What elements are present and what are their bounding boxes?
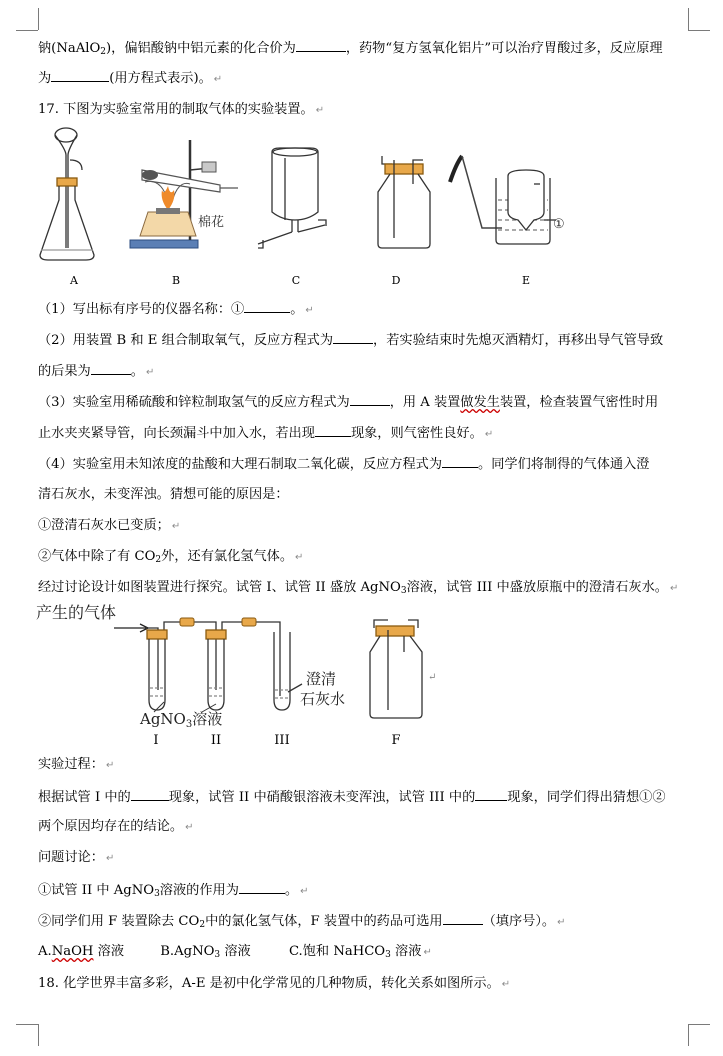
question-18-title: 18. 化学世界丰富多彩，A-E 是初中化学常见的几种物质，转化关系如图所示。 ↵ [38, 976, 511, 991]
text-line: ①试管 II 中 AgNO$_3$溶液的作用为 。 ↵ [38, 880, 698, 903]
text-line: 的后果为 。 ↵ [38, 361, 698, 382]
apparatus-d [378, 156, 430, 248]
apparatus-a [40, 128, 94, 260]
tube-label-iii: III [274, 733, 290, 748]
text-line: 实验过程： ↵ [38, 757, 115, 772]
answer-blank[interactable] [333, 330, 373, 344]
apparatus-c [258, 148, 326, 248]
text-line: ②气体中除了有 $CO_2$外，还有氯化氢气体。 ↵ [38, 549, 304, 565]
paragraph-mark-icon: ↵ [300, 886, 309, 897]
answer-blank[interactable] [239, 880, 285, 894]
answer-blank[interactable] [91, 361, 131, 375]
gas-label: 产生的气体 [36, 603, 117, 622]
apparatus-e [450, 156, 556, 244]
option-a[interactable]: A.NaOH 溶液 [38, 944, 125, 959]
answer-blank[interactable] [131, 787, 169, 801]
apparatus-label-a: A [70, 274, 78, 287]
paragraph-mark-icon: ↵ [305, 305, 314, 316]
paragraph-mark-icon: ↵ [557, 917, 566, 928]
text-line: （4）实验室用未知浓度的盐酸和大理石制取二氧化碳，反应方程式为 。同学们将制得的气体通入澄 [38, 454, 698, 474]
paragraph-mark-icon: ↵ [501, 979, 511, 990]
apparatus-label-e: E [521, 274, 531, 287]
test-tube-iii [274, 632, 302, 710]
limewater-label-2: 石灰水 [300, 690, 346, 708]
paragraph-mark-icon: ↵ [295, 552, 304, 563]
text-line: ②同学们用 F 装置除去 $CO_2$中的氯化氢气体，F 装置中的药品可选用 （填序号）。 ↵ [38, 911, 698, 934]
answer-blank[interactable] [244, 299, 290, 313]
apparatus-label-d: D [391, 274, 401, 287]
answer-blank[interactable] [315, 423, 351, 437]
cotton-label: 棉花 [198, 215, 225, 230]
tube-label-ii: II [210, 733, 222, 748]
paragraph-mark-icon: ↵ [213, 74, 223, 85]
answer-blank[interactable] [51, 68, 109, 82]
answer-blank[interactable] [296, 38, 346, 52]
marker-1: ① [553, 217, 565, 232]
answer-blank[interactable] [475, 787, 507, 801]
text-line: 清石灰水，未变浑浊。猜想可能的原因是： [38, 487, 289, 502]
text-line: 两个原因均存在的结论。 ↵ [38, 819, 194, 834]
text-line: （3）实验室用稀硫酸和锌粒制取氢气的反应方程式为 ，用 A 装置做发生装置，检查装置气密性时用 [38, 392, 698, 412]
limewater-label-1: 澄清 [306, 670, 337, 688]
text-line: 钠(NaAlO$_2$)，偏铝酸钠中铝元素的化合价为 ，药物“复方氢氧化铝片”可以治疗胃酸过多，反应原理 [38, 38, 698, 61]
paragraph-mark-icon: ↵ [105, 853, 115, 864]
tube-label-i: I [153, 733, 159, 748]
text-line: 根据试管 I 中的 现象，试管 II 中硝酸银溶液未变浑浊，试管 III 中的 现象，同学们得出猜想①② [38, 787, 698, 807]
apparatus-label-c: C [291, 274, 301, 287]
bottle-label-f: F [391, 733, 401, 748]
apparatus-label-b: B [171, 274, 181, 287]
text-line: 经过讨论设计如图装置进行探究。试管 I、试管 II 盛放 AgNO$_3$溶液，试管 III 中盛放原瓶中的澄清石灰水。 ↵ [38, 580, 679, 596]
paragraph-mark-icon: ↵ [428, 672, 437, 683]
text-line: ①澄清石灰水已变质； ↵ [38, 518, 181, 533]
paragraph-mark-icon: ↵ [105, 760, 115, 771]
answer-blank[interactable] [443, 911, 483, 925]
option-b[interactable]: B.AgNO$_3$ 溶液 [160, 944, 251, 960]
option-c[interactable]: C.饱和 NaHCO$_3$ 溶液 [288, 944, 422, 960]
text-line: 问题讨论： ↵ [38, 850, 115, 865]
text-line: （1）写出标有序号的仪器名称：① 。 ↵ [38, 299, 698, 320]
answer-blank[interactable] [442, 454, 478, 468]
paragraph-mark-icon: ↵ [171, 521, 181, 532]
text-line: （2）用装置 B 和 E 组合制取氧气，反应方程式为 ，若实验结束时先熄灭酒精灯，再移出导气管导致 [38, 330, 698, 350]
paragraph-mark-icon: ↵ [145, 367, 155, 378]
gas-bottle-f [370, 620, 422, 718]
apparatus-figure-1 [30, 120, 590, 295]
paragraph-mark-icon: ↵ [185, 822, 194, 833]
paragraph-mark-icon: ↵ [484, 429, 494, 440]
answer-blank[interactable] [350, 392, 390, 406]
agno3-label: AgNO$_3$溶液 [140, 710, 223, 730]
text-line: 为 (用方程式表示)。 ↵ [38, 68, 698, 89]
paragraph-mark-icon: ↵ [423, 947, 432, 958]
apparatus-figure-2 [30, 600, 470, 750]
test-tube-i [147, 630, 167, 710]
answer-options [38, 943, 698, 964]
paragraph-mark-icon: ↵ [315, 105, 325, 116]
apparatus-b [130, 140, 238, 248]
text-line: 止水夹夹紧导管，向长颈漏斗中加入水，若出现 现象，则气密性良好。 ↵ [38, 423, 698, 444]
paragraph-mark-icon: ↵ [669, 583, 679, 594]
question-17-title: 17. 下图为实验室常用的制取气体的实验装置。 ↵ [38, 102, 325, 117]
